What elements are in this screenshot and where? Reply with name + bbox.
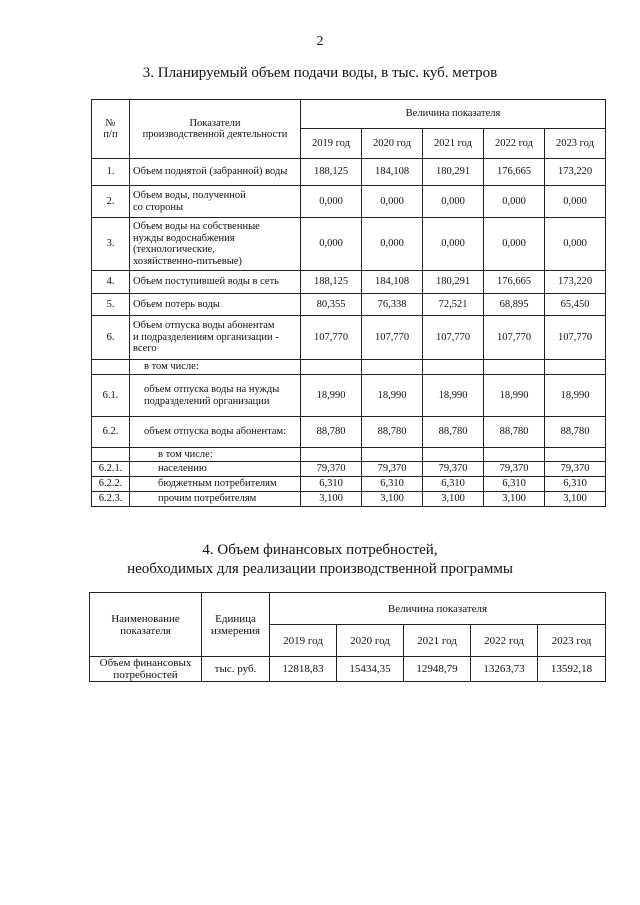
row-num: 4. [92,271,130,294]
table-row [92,360,606,375]
row-value: 107,770 [423,316,484,360]
row-value: 18,990 [301,375,362,417]
row-value [362,448,423,462]
row-value: 188,125 [301,159,362,186]
row-num [92,360,130,375]
row-value: 3,100 [484,492,545,507]
row-value [484,448,545,462]
header-indicator: Показатели производственной деятельности [130,100,301,159]
row-value: 0,000 [301,186,362,218]
row-num: 1. [92,159,130,186]
row-value: 18,990 [484,375,545,417]
table-row [92,477,606,492]
header-year: 2019 год [301,129,362,159]
header-value: Величина показателя [301,100,606,129]
row-value: 0,000 [484,186,545,218]
row-value: 18,990 [545,375,606,417]
row-value [301,360,362,375]
row-num: 6.2.2. [92,477,130,492]
table-row [92,316,606,360]
table-row [92,417,606,448]
row-value [545,448,606,462]
row-num: 6.2. [92,417,130,448]
row-value: 188,125 [301,271,362,294]
header-year: 2023 год [545,129,606,159]
water-supply-table [91,99,606,507]
row-value: 12948,79 [404,657,471,682]
header-num: № п/п [92,100,130,159]
row-value: 6,310 [301,477,362,492]
page-number: 2 [316,34,324,49]
row-value [423,448,484,462]
header-unit: Единица измерения [202,593,270,657]
row-num: 2. [92,186,130,218]
row-value: 6,310 [362,477,423,492]
row-value: 0,000 [545,218,606,271]
row-value: 13263,73 [471,657,538,682]
row-value [545,360,606,375]
row-value: 0,000 [362,186,423,218]
header-year: 2021 год [423,129,484,159]
header-year: 2020 год [362,129,423,159]
header-name: Наименование показателя [90,593,202,657]
row-value: 79,370 [484,462,545,477]
row-value: 107,770 [545,316,606,360]
table-row [90,657,606,682]
row-value: 6,310 [545,477,606,492]
section-3-title: 3. Планируемый объем подачи воды, в тыс. куб. метров [142,65,498,81]
row-value: 88,780 [362,417,423,448]
row-value: 88,780 [301,417,362,448]
row-value: 3,100 [301,492,362,507]
row-value: 184,108 [362,159,423,186]
financial-needs-table [89,592,606,682]
row-name: Объем финансовых потребностей [90,657,202,682]
row-value: 107,770 [484,316,545,360]
table-row [92,186,606,218]
row-value: 0,000 [362,218,423,271]
header-year: 2022 год [484,129,545,159]
table-row [92,159,606,186]
row-name: бюджетным потребителям [130,477,301,492]
row-value: 184,108 [362,271,423,294]
row-value: 79,370 [301,462,362,477]
row-name: объем отпуска воды абонентам: [130,417,301,448]
row-name: объем отпуска воды на нужды подразделений организации [130,375,301,417]
header-year: 2022 год [471,625,538,657]
row-value: 88,780 [423,417,484,448]
row-name: Объем воды на собственные нужды водоснабжения (технологические, хозяйственно-питьевые) [130,218,301,271]
row-value: 0,000 [545,186,606,218]
row-value: 180,291 [423,271,484,294]
row-name: населению [130,462,301,477]
row-num: 6.2.1. [92,462,130,477]
row-value: 72,521 [423,294,484,316]
row-unit: тыс. руб. [202,657,270,682]
row-num: 5. [92,294,130,316]
header-year: 2020 год [337,625,404,657]
row-value: 88,780 [484,417,545,448]
row-name: Объем поступившей воды в сеть [130,271,301,294]
row-value: 0,000 [301,218,362,271]
row-value: 0,000 [423,218,484,271]
row-value: 6,310 [484,477,545,492]
row-name: Объем воды, полученной со стороны [130,186,301,218]
row-value: 107,770 [362,316,423,360]
row-num: 6. [92,316,130,360]
table-row [92,462,606,477]
section-4-title: 4. Объем финансовых потребностей, необходимых для реализации производственной программы [127,542,513,577]
row-value: 0,000 [484,218,545,271]
row-value: 107,770 [301,316,362,360]
row-value: 3,100 [423,492,484,507]
row-value: 88,780 [545,417,606,448]
row-value: 76,338 [362,294,423,316]
row-value: 3,100 [545,492,606,507]
row-name: в том числе: [130,448,301,462]
table-row [92,218,606,271]
row-name: Объем поднятой (забранной) воды [130,159,301,186]
row-value: 180,291 [423,159,484,186]
row-name: прочим потребителям [130,492,301,507]
table-row [92,294,606,316]
header-year: 2023 год [538,625,606,657]
row-name: Объем отпуска воды абонентам и подразделениям организации - всего [130,316,301,360]
row-value: 15434,35 [337,657,404,682]
table-row [92,492,606,507]
row-value: 6,310 [423,477,484,492]
table-row [92,271,606,294]
row-value: 12818,83 [270,657,337,682]
row-name: Объем потерь воды [130,294,301,316]
row-value: 13592,18 [538,657,606,682]
row-value: 80,355 [301,294,362,316]
row-value: 79,370 [362,462,423,477]
row-num [92,448,130,462]
row-value: 18,990 [423,375,484,417]
row-num: 6.2.3. [92,492,130,507]
row-value: 176,665 [484,271,545,294]
row-num: 3. [92,218,130,271]
row-value: 176,665 [484,159,545,186]
row-value: 173,220 [545,271,606,294]
row-value [423,360,484,375]
row-value: 173,220 [545,159,606,186]
row-value: 65,450 [545,294,606,316]
row-value: 3,100 [362,492,423,507]
header-year: 2019 год [270,625,337,657]
row-value: 0,000 [423,186,484,218]
row-num: 6.1. [92,375,130,417]
row-value [301,448,362,462]
header-year: 2021 год [404,625,471,657]
row-value: 79,370 [423,462,484,477]
table-row [92,448,606,462]
row-value: 68,895 [484,294,545,316]
row-value: 18,990 [362,375,423,417]
header-value: Величина показателя [270,593,606,625]
row-value: 79,370 [545,462,606,477]
row-value [362,360,423,375]
row-name: в том числе: [130,360,301,375]
table-row [92,375,606,417]
row-value [484,360,545,375]
